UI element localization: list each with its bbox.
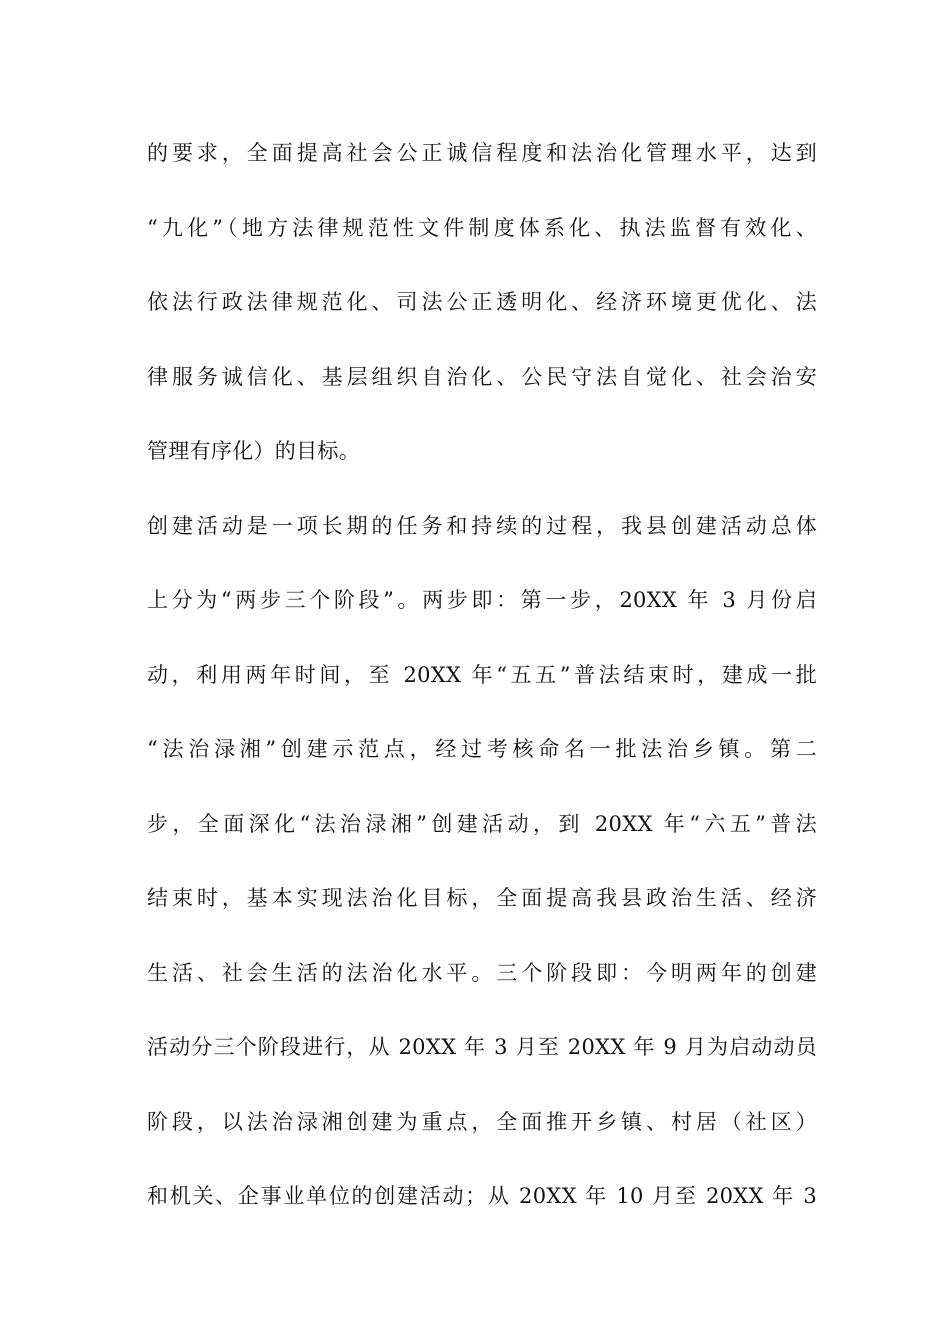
text-line-8: 动，利用两年时间，至 20XX 年“五五”普法结束时，建成一批 <box>147 663 817 687</box>
text-line-2: “九化”（地方法律规范性文件制度体系化、执法监督有效化、 <box>147 216 817 240</box>
text-line-10: 步，全面深化“法治渌湘”创建活动，到 20XX 年“六五”普法 <box>147 812 817 836</box>
text-line-14: 阶段，以法治渌湘创建为重点，全面推开乡镇、村居（社区） <box>147 1110 817 1134</box>
text-line-15: 和机关、企事业单位的创建活动；从 20XX 年 10 月至 20XX 年 3 <box>147 1184 817 1208</box>
text-line-9: “法治渌湘”创建示范点，经过考核命名一批法治乡镇。第二 <box>147 737 817 761</box>
text-line-13: 活动分三个阶段进行，从 20XX 年 3 月至 20XX 年 9 月为启动动员 <box>147 1035 817 1059</box>
text-line-11: 结束时，基本实现法治化目标，全面提高我县政治生活、经济 <box>147 886 817 910</box>
text-line-4: 律服务诚信化、基层组织自治化、公民守法自觉化、社会治安 <box>147 365 817 389</box>
text-line-12: 生活、社会生活的法治化水平。三个阶段即：今明两年的创建 <box>147 961 817 985</box>
text-line-6: 创建活动是一项长期的任务和持续的过程，我县创建活动总体 <box>147 514 817 538</box>
text-line-5: 管理有序化）的目标。 <box>147 439 360 463</box>
text-line-7: 上分为“两步三个阶段”。两步即：第一步，20XX 年 3 月份启 <box>147 588 817 612</box>
text-line-1: 的要求，全面提高社会公正诚信程度和法治化管理水平，达到 <box>147 141 817 165</box>
text-line-3: 依法行政法律规范化、司法公正透明化、经济环境更优化、法 <box>147 290 817 314</box>
